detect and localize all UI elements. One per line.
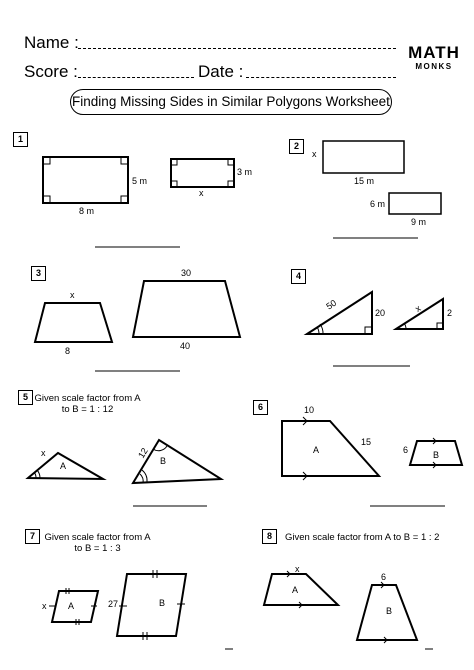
p2-rectangle-b [389,193,441,214]
worksheet-title: Finding Missing Sides in Similar Polygons Worksheet [70,89,392,115]
p1-rectangle-b [171,159,234,187]
problem-4-figures [307,292,452,366]
score-label: Score : [24,62,78,81]
p4-label-b-hyp: x [413,303,423,314]
problem-number-6: 6 [253,400,268,415]
problem-5-figures [28,440,221,506]
problem-8-note: Given scale factor from A to B = 1 : 2 [285,532,440,543]
problem-number-2: 2 [289,139,304,154]
logo-text: MATH [408,43,460,62]
p4-label-b-right: 2 [447,308,453,318]
p3-trapezoid-a [35,303,112,342]
p2-label-a-left: x [312,149,317,159]
p4-label-a-hyp: 50 [324,297,339,312]
problem-5-note: Given scale factor from A to B = 1 : 12 [34,393,141,415]
p5-label-b-side: 12 [136,446,150,460]
problem-number-3: 3 [31,266,46,281]
problem-8-figures [264,564,433,649]
p2-label-b-bottom: 9 m [411,217,427,227]
p2-label-b-left: 6 m [370,199,386,209]
problem-2-figures [312,141,441,238]
p4-triangle-a [307,292,372,334]
problem-6-figures [282,405,462,506]
p7-label-a-left: x [42,601,47,611]
problem-7-figures [42,570,233,649]
p6-label-b-name: B [433,450,440,460]
p1-label-b-bottom: x [199,188,204,198]
p6-label-a-name: A [313,445,320,455]
p6-trapezoid-a [282,421,379,476]
p7-parallelogram-b [117,574,186,636]
p8-trapezoid-a [264,574,338,605]
problem-number-8: 8 [262,529,277,544]
p6-label-a-top: 10 [304,405,315,415]
p5-label-a-side: x [41,448,46,458]
p3-label-b-bottom: 40 [180,341,191,351]
problem-number-4: 4 [291,269,306,284]
p1-label-b-side: 3 m [237,167,253,177]
p3-label-a-bottom: 8 [65,346,71,356]
date-label: Date : [198,62,244,81]
p7-label-a-name: A [68,601,75,611]
p2-label-a-bottom: 15 m [354,176,375,186]
problem-7-note: Given scale factor from A to B = 1 : 3 [44,532,151,554]
p3-label-a-top: x [70,290,75,300]
problem-number-7: 7 [25,529,40,544]
p8-label-b-name: B [386,606,393,616]
p1-label-a-bottom: 8 m [79,206,95,216]
p5-label-b-name: B [160,456,167,466]
p7-label-b-name: B [159,598,166,608]
problem-number-5: 5 [18,390,33,405]
p8-label-a-name: A [292,585,299,595]
problem-number-1: 1 [13,132,28,147]
name-label: Name : [24,33,79,52]
p1-label-a-side: 5 m [132,176,148,186]
logo-subtext: MONKS [415,62,453,71]
p7-label-b-left: 27 [108,599,119,609]
p3-trapezoid-b [133,281,240,337]
p8-label-a-top: x [295,564,300,574]
problem-1-figures [43,157,252,247]
p4-label-a-right: 20 [375,308,386,318]
p4-triangle-b [396,299,443,329]
p8-label-b-top: 6 [381,572,387,582]
p6-label-b-left: 6 [403,445,409,455]
p5-label-a-name: A [60,461,67,471]
p2-rectangle-a [323,141,404,173]
p1-rectangle-a [43,157,128,203]
p3-label-b-top: 30 [181,268,192,278]
p6-label-a-right: 15 [361,437,372,447]
problem-3-figures [35,268,240,371]
